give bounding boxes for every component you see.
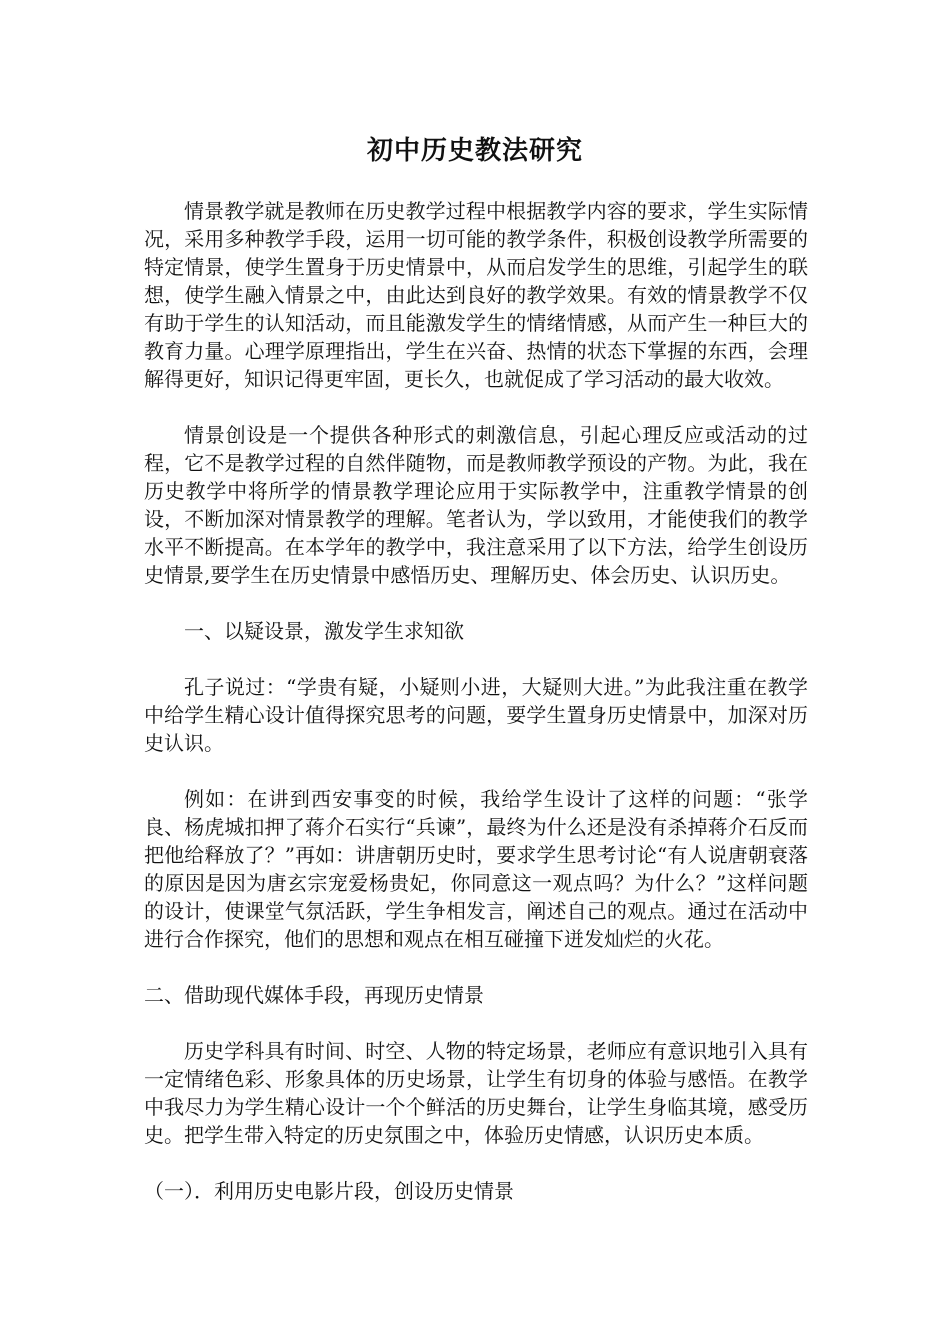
subsection-heading-1: （一）．利用历史电影片段，创设历史情景 — [144, 1179, 514, 1203]
section-heading-1: 一、以疑设景，激发学生求知欲 — [184, 619, 464, 643]
paragraph-examples: 例如：在讲到西安事变的时候，我给学生设计了这样的问题：“张学良、杨虎城扣押了蒋介石实行“兵谏”，最终为什么还是没有杀掉蒋介石反而把他给释放了？”再如：讲唐朝历史时，要求学生思考讨论“有人说唐朝衰落的原因是因为唐玄宗宠爱杨贵妃，你同意这一观点吗？为什么？”这样问题的设计，使课堂气氛活跃，学生争相发言，阐述自己的观点。通过在活动中进行合作探究，他们的思想和观点在相互碰撞下迸发灿烂的火花。 — [144, 787, 808, 951]
paragraph-confucius-quote: 孔子说过：“学贵有疑，小疑则小进，大疑则大进。”为此我注重在教学中给学生精心设计值得探究思考的问题，要学生置身历史情景中，加深对历史认识。 — [144, 675, 808, 755]
paragraph-scene-creation: 情景创设是一个提供各种形式的刺激信息，引起心理反应或活动的过程，它不是教学过程的自然伴随物，而是教师教学预设的产物。为此，我在历史教学中将所学的情景教学理论应用于实际教学中，注重教学情景的创设，不断加深对情景教学的理解。笔者认为，学以致用，才能使我们的教学水平不断提高。在本学年的教学中，我注意采用了以下方法，给学生创设历史情景,要学生在历史情景中感悟历史、理解历史、体会历史、认识历史。 — [144, 423, 808, 587]
paragraph-intro: 情景教学就是教师在历史教学过程中根据教学内容的要求，学生实际情况，采用多种教学手段，运用一切可能的教学条件，积极创设教学所需要的特定情景，使学生置身于历史情景中，从而启发学生的思维，引起学生的联想，使学生融入情景之中，由此达到良好的教学效果。有效的情景教学不仅有助于学生的认知活动，而且能激发学生的情绪情感，从而产生一种巨大的教育力量。心理学原理指出，学生在兴奋、热情的状态下掌握的东西，会理解得更好，知识记得更牢固，更长久，也就促成了学习活动的最大收效。 — [144, 199, 808, 391]
section-heading-2: 二、借助现代媒体手段，再现历史情景 — [144, 983, 484, 1007]
document-body — [144, 197, 808, 1205]
paragraph-history-scenes: 历史学科具有时间、时空、人物的特定场景，老师应有意识地引入具有一定情绪色彩、形象具体的历史场景，让学生有切身的体验与感悟。在教学中我尽力为学生精心设计一个个鲜活的历史舞台，让学生身临其境，感受历史。把学生带入特定的历史氛围之中，体验历史情感，认识历史本质。 — [144, 1039, 808, 1147]
document-title: 初中历史教法研究 — [366, 136, 583, 166]
